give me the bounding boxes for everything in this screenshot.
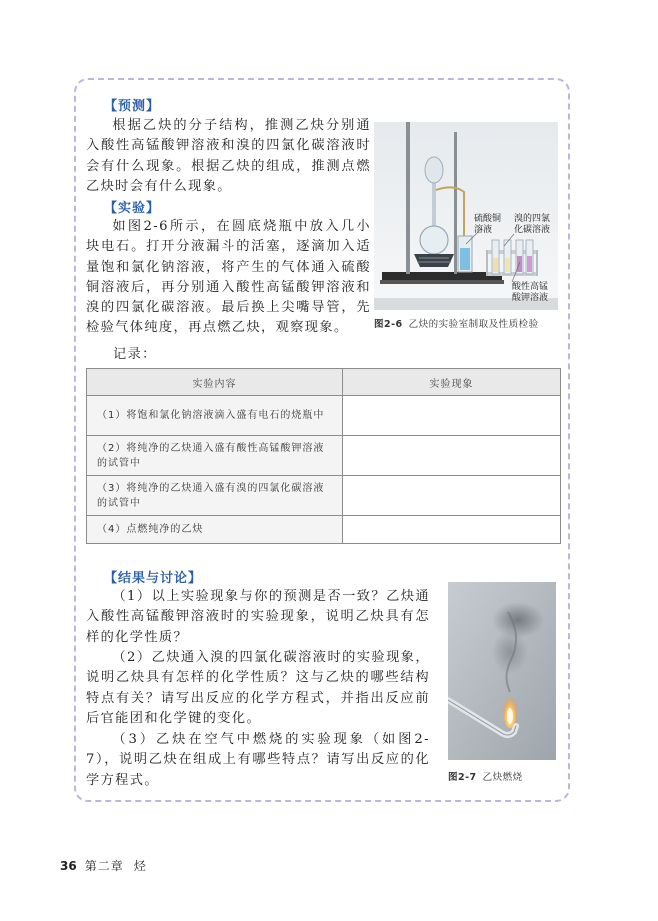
- figure-burning: [448, 582, 556, 760]
- table-cell-content: （3）将纯净的乙炔通入盛有溴的四氯化碳溶液的试管中: [87, 476, 343, 516]
- table-cell-content: （4）点燃纯净的乙炔: [87, 516, 343, 544]
- label-bromine: 溴的四氯 化碳溶液: [514, 214, 551, 235]
- table-row: [87, 476, 561, 516]
- chapter-title: 烃: [133, 859, 146, 873]
- figure1-caption: [374, 316, 539, 330]
- record-label: 记录：: [113, 347, 157, 362]
- table-cell-result: [343, 476, 561, 516]
- table-header-content: 实验内容: [87, 369, 343, 396]
- table-cell-result: [343, 396, 561, 436]
- figure1-number: 图2-6: [374, 319, 403, 330]
- page-footer: [60, 857, 146, 874]
- table-cell-content: （1）将饱和氯化钠溶液滴入盛有电石的烧瓶中: [87, 396, 343, 436]
- table-row: [87, 396, 561, 436]
- figure1-caption-text: 乙炔的实验室制取及性质检验: [408, 319, 539, 330]
- label-cuso4: 硫酸铜 溶液: [474, 214, 502, 235]
- discussion-item-2: （2）乙炔通入溴的四氯化碳溶液时的实验现象，说明乙炔具有怎样的化学性质？这与乙炔的哪些结构特点有关？请写出反应的化学方程式，并指出反应前后官能团和化学键的变化。: [86, 650, 430, 726]
- experiment-heading: 【实验】: [104, 201, 161, 216]
- table-cell-result: [343, 436, 561, 476]
- discussion-item-1: （1）以上实验现象与你的预测是否一致？乙炔通入酸性高锰酸钾溶液时的实验现象，说明乙炔具有怎样的化学性质？: [86, 589, 430, 645]
- prediction-heading: 【预测】: [104, 99, 161, 114]
- figure-apparatus: [374, 122, 558, 310]
- label-kmno4: 酸性高锰 酸钾溶液: [512, 282, 549, 303]
- table-row: [87, 516, 561, 544]
- record-table: [86, 368, 561, 544]
- figure2-caption-text: 乙炔燃烧: [482, 772, 523, 783]
- table-header-result: 实验现象: [343, 369, 561, 396]
- table-cell-result: [343, 516, 561, 544]
- burning-illustration: [448, 582, 556, 760]
- figure2-number: 图2-7: [448, 772, 477, 783]
- table-header-row: [87, 369, 561, 396]
- experiment-text: 如图2-6所示，在圆底烧瓶中放入几小块电石。打开分液漏斗的活塞，逐滴加入适量饱和氯化钠溶液，将产生的气体通入硫酸铜溶液后，再分别通入酸性高锰酸钾溶液和溴的四氯化碳溶液。最后换上尖嘴导管，先检验气体纯度，再点燃乙炔，观察现象。: [86, 219, 371, 336]
- table-cell-content: （2）将纯净的乙炔通入盛有酸性高锰酸钾溶液的试管中: [87, 436, 343, 476]
- figure2-caption: [448, 769, 523, 783]
- discussion-heading: 【结果与讨论】: [104, 571, 203, 586]
- prediction-text: 根据乙炔的分子结构，推测乙炔分别通入酸性高锰酸钾溶液和溴的四氯化碳溶液时会有什么现象。根据乙炔的组成，推测点燃乙炔时会有什么现象。: [86, 118, 371, 194]
- chapter-label: 第二章: [84, 859, 124, 873]
- table-row: [87, 436, 561, 476]
- discussion-item-3: （3）乙炔在空气中燃烧的实验现象（如图2-7），说明乙炔在组成上有哪些特点？请写出反应的化学方程式。: [86, 732, 430, 788]
- page-number: 36: [60, 859, 77, 873]
